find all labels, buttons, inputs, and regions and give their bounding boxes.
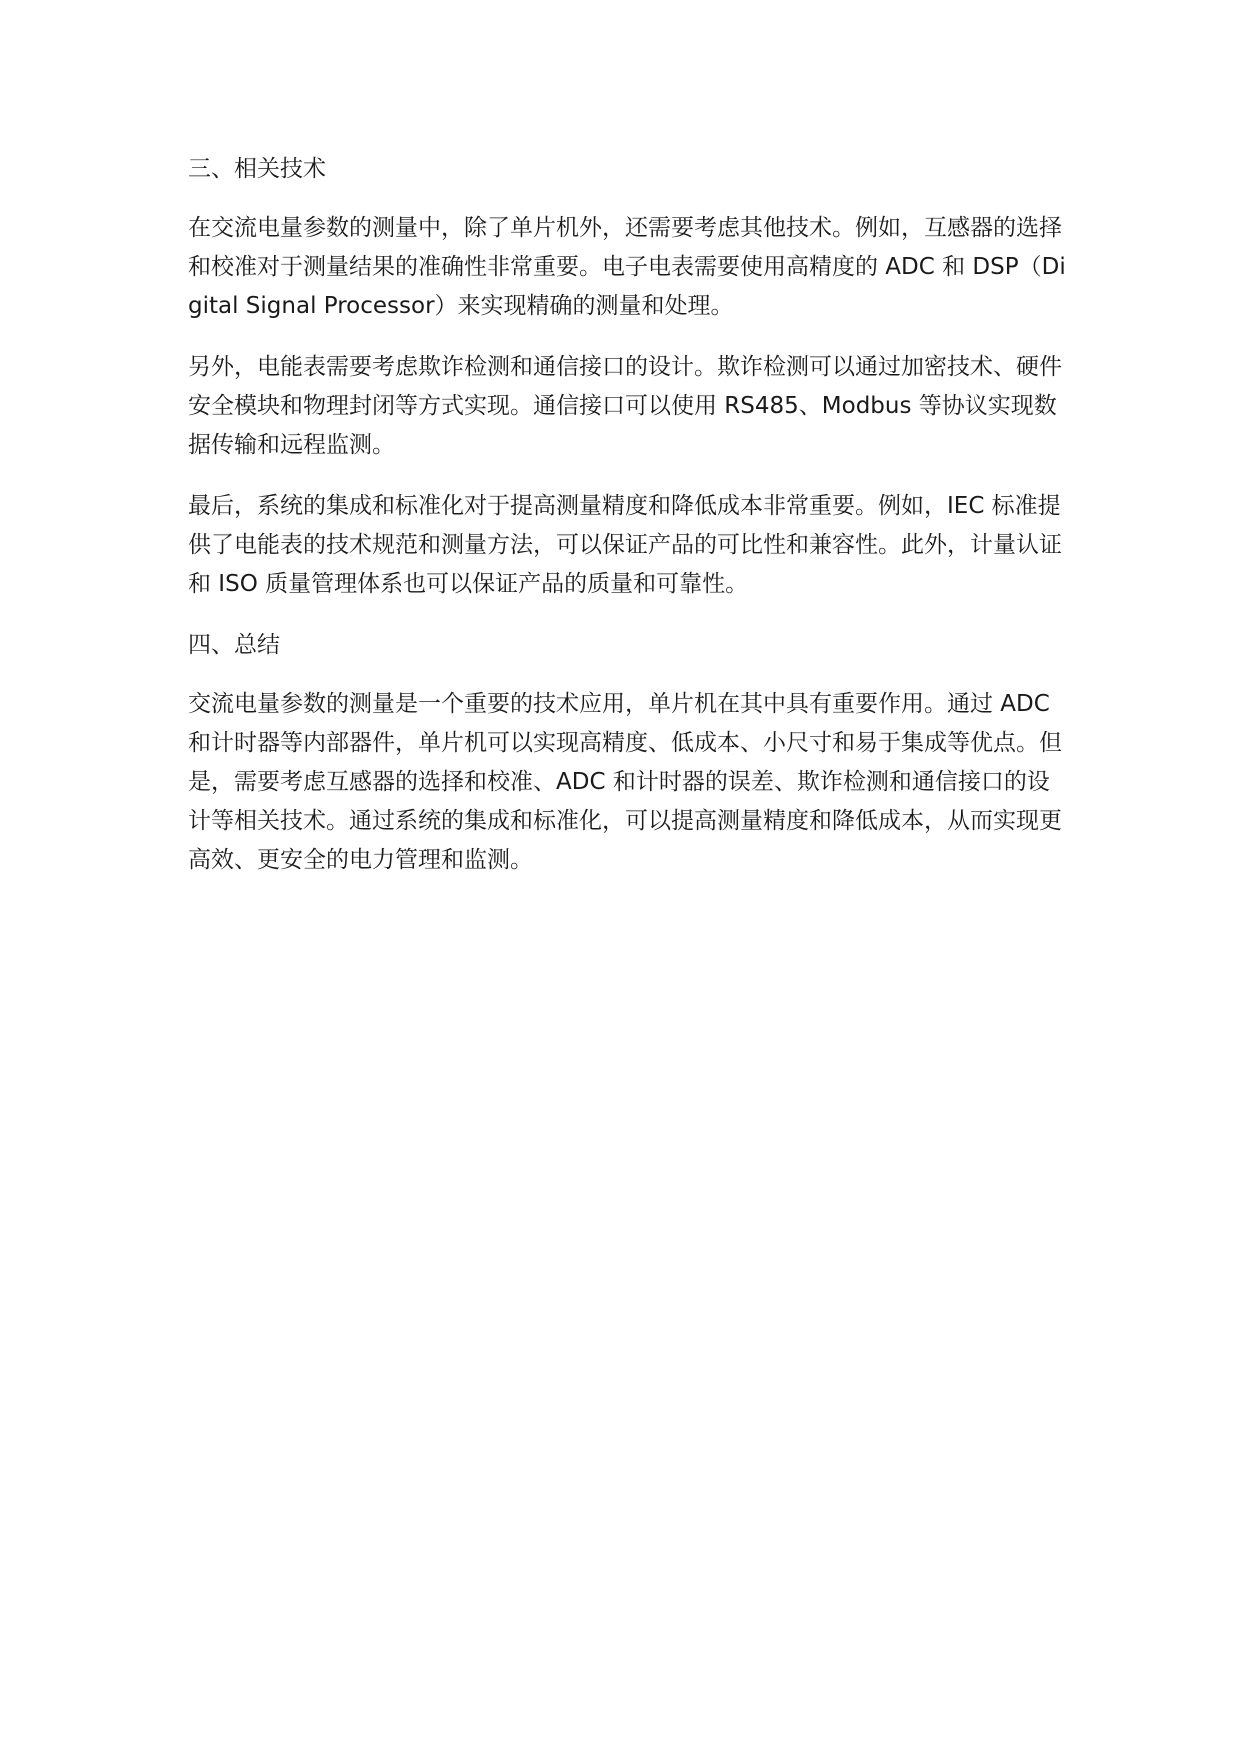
paragraph-standardization: 最后，系统的集成和标准化对于提高测量精度和降低成本非常重要。例如，IEC 标准提供了电能表的技术规范和测量方法，可以保证产品的可比性和兼容性。此外，计量认证和 ISO 质量管理体系也可以保证产品的质量和可靠性。	[188, 493, 1062, 597]
paragraph-summary: 交流电量参数的测量是一个重要的技术应用，单片机在其中具有重要作用。通过 ADC 和计时器等内部器件，单片机可以实现高精度、低成本、小尺寸和易于集成等优点。但是，需要考虑互感器的选择和校准、ADC 和计时器的误差、欺诈检测和通信接口的设计等相关技术。通过系统的集成和标准化，可以提高测量精度和降低成本，从而实现更高效、更安全的电力管理和监测。	[188, 691, 1062, 873]
document-page	[188, 150, 1068, 880]
section-heading-related-tech: 三、相关技术	[188, 156, 326, 182]
paragraph-fraud-detection: 另外，电能表需要考虑欺诈检测和通信接口的设计。欺诈检测可以通过加密技术、硬件安全模块和物理封闭等方式实现。通信接口可以使用 RS485、Modbus 等协议实现数据传输和远程监测。	[188, 354, 1062, 458]
section-heading-summary: 四、总结	[188, 632, 280, 658]
paragraph-other-techniques: 在交流电量参数的测量中，除了单片机外，还需要考虑其他技术。例如，互感器的选择和校准对于测量结果的准确性非常重要。电子电表需要使用高精度的 ADC 和 DSP（Digital Signal Processor）来实现精确的测量和处理。	[188, 215, 1066, 319]
